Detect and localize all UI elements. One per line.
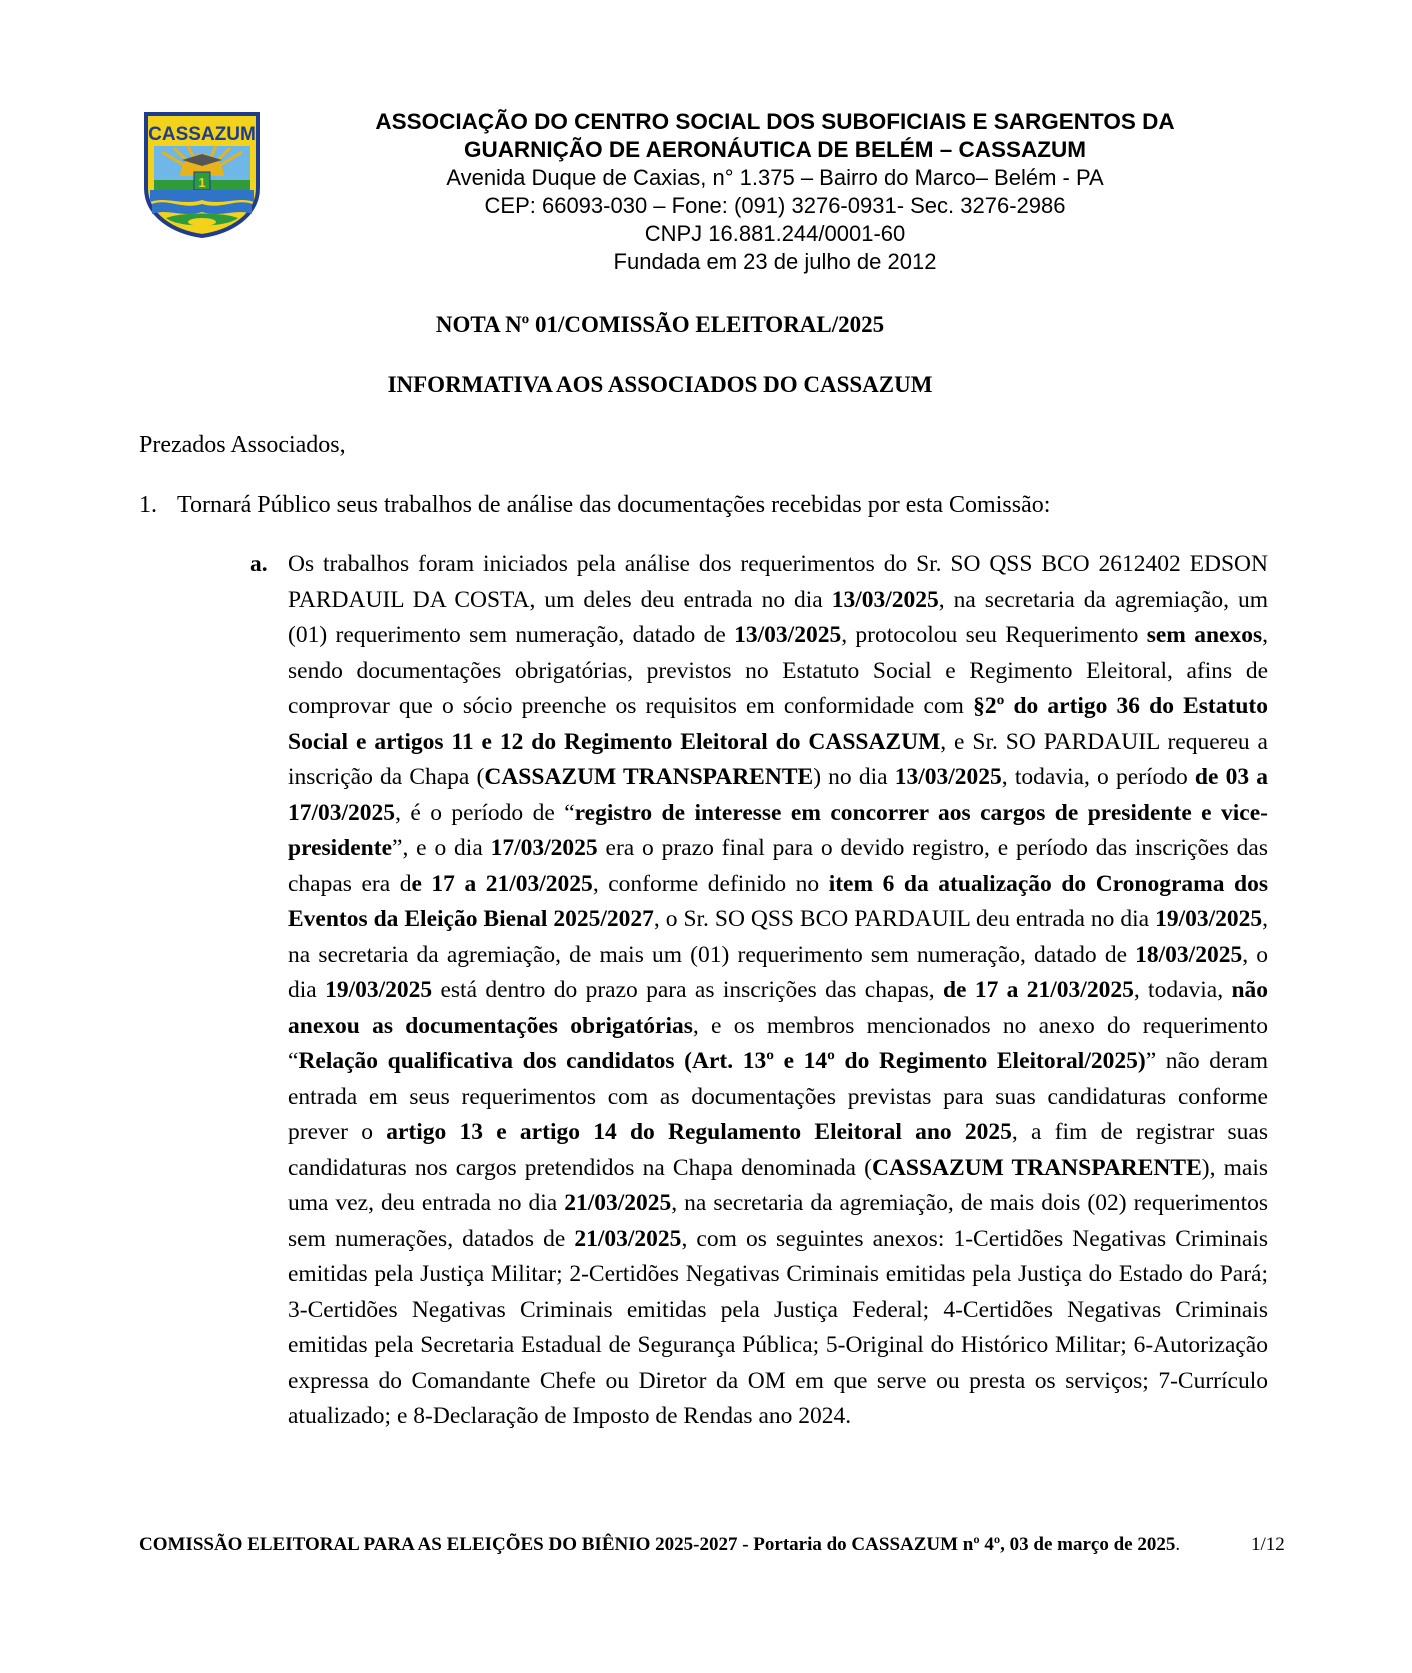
text-run: , todavia, o período xyxy=(1001,764,1195,790)
bold-run: item 6 da atualização do Cronograma dos Eventos da Eleição Bienal 2025/2027 xyxy=(288,870,1269,932)
text-run: ”, e o dia xyxy=(392,835,491,861)
bold-run: §2º do artigo 36 do Estatuto Social e artigos 11 e 12 do Regimento Eleitoral do CASSAZUM xyxy=(288,693,1268,755)
paragraph-a-body xyxy=(288,547,1268,1435)
text-run: ” não deram entrada em seus requerimentos com as documentações previstas para suas candidaturas conforme prever o xyxy=(288,1048,1268,1145)
org-cep-phone: CEP: 66093-030 – Fone: (091) 3276-0931- Sec. 3276-2986 xyxy=(484,193,1066,218)
text-run: , o Sr. SO QSS BCO PARDAUIL deu entrada no dia xyxy=(653,906,1156,932)
logo-number: 1 xyxy=(198,175,206,190)
bold-run: sem anexos xyxy=(1146,622,1263,648)
bold-run: registro de interesse em concorrer aos cargos de presidente e vice-presidente xyxy=(288,799,1268,861)
bold-run: e 17 a 21/03/2025 xyxy=(411,870,593,897)
footer-text: COMISSÃO ELEITORAL PARA AS ELEIÇÕES DO BIÊNIO 2025-2027 - Portaria do CASSAZUM nº 4º, 03 de março de 2025 xyxy=(139,1534,1176,1555)
text-run: , é o período de “ xyxy=(395,799,575,826)
org-founded: Fundada em 23 de julho de 2012 xyxy=(613,249,937,274)
paragraph-a xyxy=(250,547,1268,1435)
text-run: Os trabalhos foram iniciados pela análise dos requerimentos do Sr. SO QSS BCO 2612402 EDSON PARDAUIL DA COSTA, um deles deu entrada no dia xyxy=(288,551,1268,613)
list-item-1-text: Tornará Público seus trabalhos de análise das documentações recebidas por esta Comissão: xyxy=(177,492,1051,518)
text-run: ) no dia xyxy=(813,764,895,790)
paragraph-a-marker: a. xyxy=(250,551,268,577)
bold-run: não anexou as documentações obrigatórias xyxy=(288,977,1269,1039)
text-run: , com os seguintes anexos: 1-Certidões Negativas Criminais emitidas pela Justiça Militar; 2-Certidões Negativas Criminais emitidas pela Justiça do Estado do Pará; 3-Certidões Negativas Criminais emitidas pela Justiça Federal; 4-Certidões Negativas Criminais emitidas pela Secretaria Estadual de Segurança Pública; 5-Original do Histórico Militar; 6-Autorização expressa do Comandante Chefe ou Diretor da OM em que serve ou presta os serviços; 7-Currículo atualizado; e 8-Declaração de Imposto de Rendas ano 2024. xyxy=(288,1225,1268,1429)
text-run: , na secretaria da agremiação, de mais dois (02) requerimentos sem numerações, datados de xyxy=(288,1190,1269,1252)
text-run: está dentro do prazo para as inscrições das chapas, xyxy=(432,977,943,1003)
bold-run: 19/03/2025 xyxy=(1155,906,1263,932)
document-subtitle xyxy=(200,372,1120,398)
text-run: , a fim de registrar suas candidaturas nos cargos pretendidos na Chapa denominada ( xyxy=(288,1119,1268,1181)
bold-run: CASSAZUM TRANSPARENTE xyxy=(484,764,814,790)
bold-run: Relação qualificativa dos candidatos (Art. 13º e 14º do Regimento Eleitoral/2025) xyxy=(298,1048,1146,1074)
bold-run: 13/03/2025 xyxy=(894,764,1002,790)
page-footer xyxy=(139,1534,1299,1556)
document-title-text: NOTA Nº 01/COMISSÃO ELEITORAL/2025 xyxy=(435,312,885,337)
text-run: , sendo documentações obrigatórias, previstos no Estatuto Social e Regimento Eleitoral, afins de comprovar que o sócio preenche os requisitos em conformidade com xyxy=(288,622,1269,719)
bold-run: 13/03/2025 xyxy=(831,586,939,613)
page-number: 1/12 xyxy=(1251,1534,1285,1555)
text-run: , todavia, xyxy=(1133,977,1232,1003)
bold-run: 19/03/2025 xyxy=(325,977,433,1003)
logo-text: CASSAZUM xyxy=(148,124,256,145)
text-run: , conforme definido no xyxy=(592,870,829,897)
org-address: Avenida Duque de Caxias, n° 1.375 – Bairro do Marco– Belém - PA xyxy=(446,165,1104,190)
bold-run: 21/03/2025 xyxy=(574,1225,682,1252)
letterhead xyxy=(320,108,1230,276)
org-name-line-1: ASSOCIAÇÃO DO CENTRO SOCIAL DOS SUBOFICIAIS E SARGENTOS DA xyxy=(375,109,1175,134)
text-run: , o dia xyxy=(288,941,1268,1003)
bold-run: 21/03/2025 xyxy=(564,1190,672,1216)
text-run: , protocolou seu Requerimento xyxy=(841,622,1147,648)
bold-run: 18/03/2025 xyxy=(1135,941,1243,968)
bold-run: de 03 a 17/03/2025 xyxy=(288,764,1268,826)
list-item-1 xyxy=(139,492,1269,519)
text-run: era o prazo final para o devido registro, e período das inscrições das chapas era d xyxy=(288,835,1269,897)
text-run: ), mais uma vez, deu entrada no dia xyxy=(288,1154,1268,1216)
text-run: , e Sr. SO PARDAUIL requereu a inscrição da Chapa ( xyxy=(288,728,1268,790)
bold-run: artigo 13 e artigo 14 do Regulamento Eleitoral ano 2025 xyxy=(386,1119,1012,1145)
bold-run: 17/03/2025 xyxy=(490,835,598,861)
list-item-1-number: 1. xyxy=(139,492,157,518)
greeting: Prezados Associados, xyxy=(139,432,346,458)
text-run: , e os membros mencionados no anexo do requerimento “ xyxy=(288,1012,1269,1074)
bold-run: CASSAZUM TRANSPARENTE xyxy=(871,1154,1202,1181)
org-cnpj: CNPJ 16.881.244/0001-60 xyxy=(644,221,906,246)
document-subtitle-text: INFORMATIVA AOS ASSOCIADOS DO CASSAZUM xyxy=(387,372,933,397)
bold-run: de 17 a 21/03/2025 xyxy=(942,977,1134,1003)
bold-run: 13/03/2025 xyxy=(734,622,842,648)
cassazum-logo xyxy=(142,110,262,238)
org-name-line-2: GUARNIÇÃO DE AERONÁUTICA DE BELÉM – CASSAZUM xyxy=(463,137,1087,162)
cassazum-shield-emblem xyxy=(142,110,262,238)
document-title xyxy=(240,312,1080,338)
footer-period: . xyxy=(1175,1534,1181,1555)
text-run: , na secretaria da agremiação, de mais um (01) requerimento sem numeração, datado de xyxy=(288,906,1268,968)
text-run: , na secretaria da agremiação, um (01) requerimento sem numeração, datado de xyxy=(288,586,1268,648)
